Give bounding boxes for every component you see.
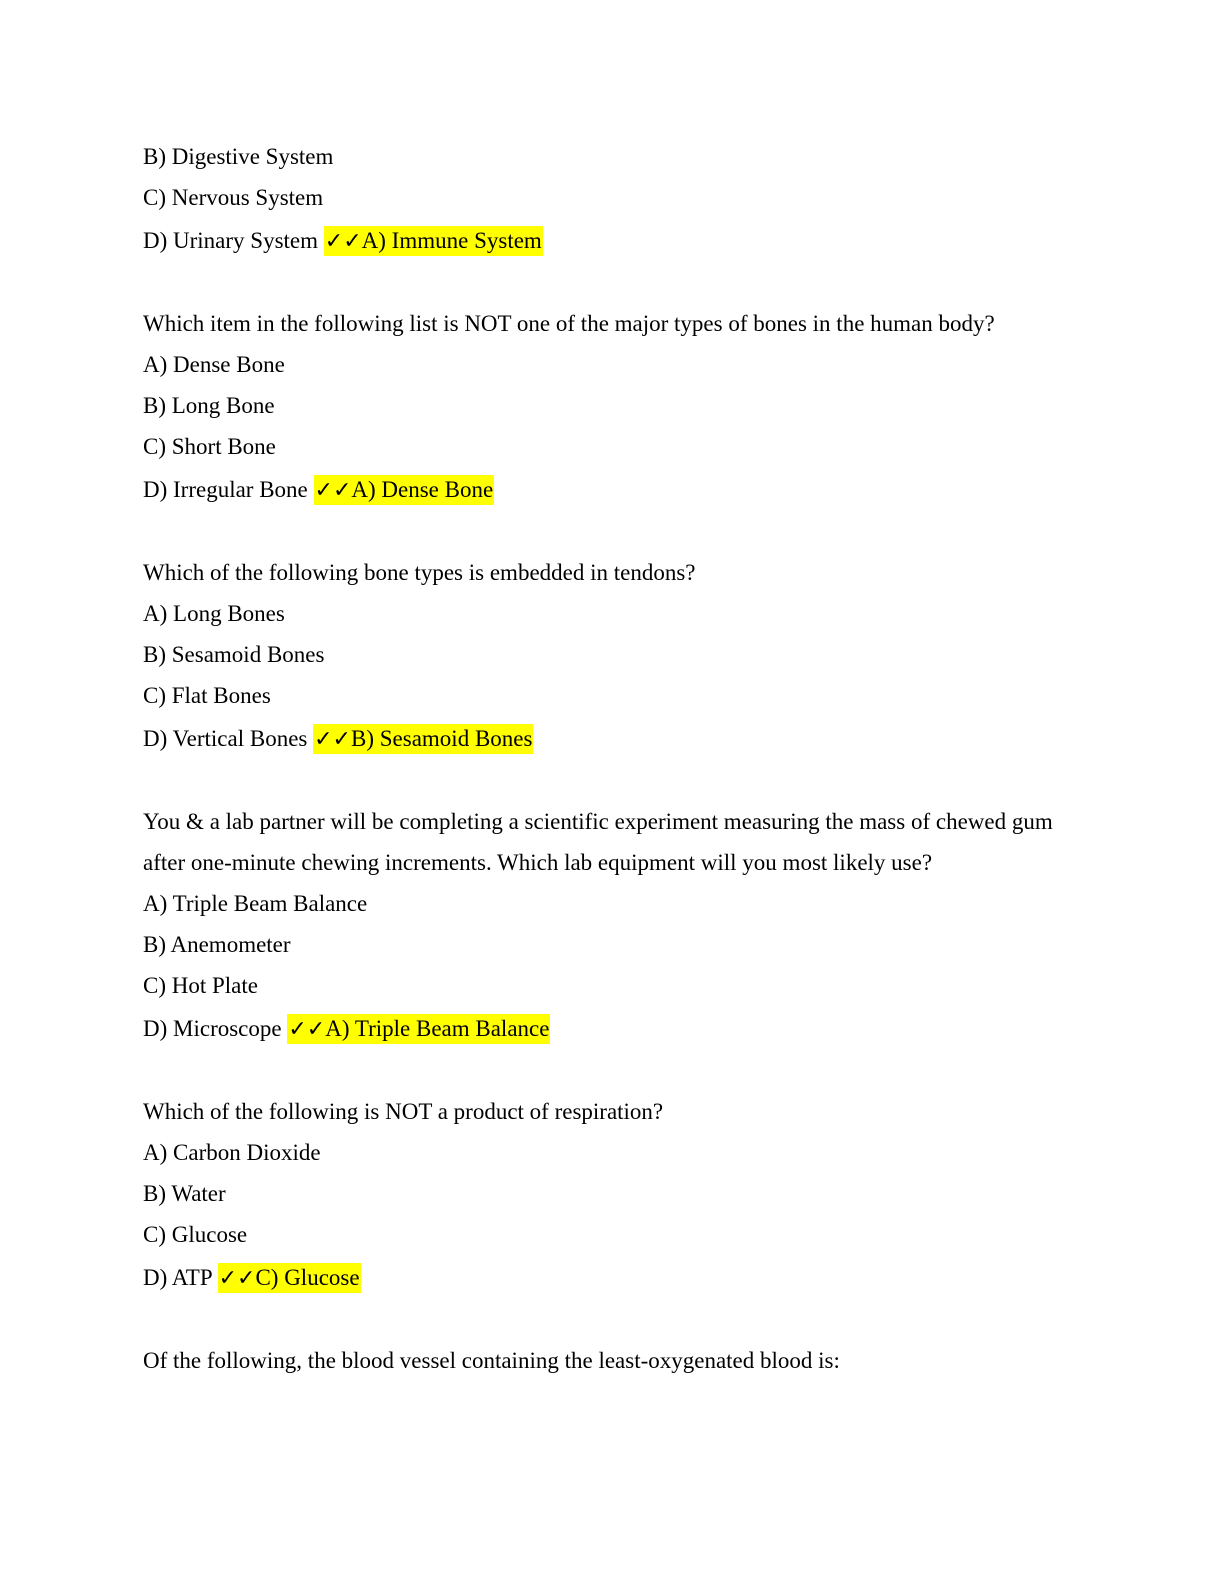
spacer xyxy=(143,764,1103,805)
answer-text: A) Immune System xyxy=(361,228,542,253)
answer-highlight xyxy=(313,724,533,754)
option-d-with-answer xyxy=(143,222,1103,266)
answer-highlight xyxy=(324,226,543,256)
answer-highlight xyxy=(287,1014,550,1044)
question-text: Which of the following is NOT a product of respiration? xyxy=(143,1099,664,1124)
spacer xyxy=(143,1054,1103,1095)
option-b: B) Water xyxy=(143,1181,226,1206)
answer-highlight xyxy=(218,1263,361,1293)
option-d: D) Microscope xyxy=(143,1016,282,1041)
check-icon: ✓✓ xyxy=(324,229,362,254)
option-c: C) Short Bone xyxy=(143,434,276,459)
spacer xyxy=(143,515,1103,556)
answer-text: B) Sesamoid Bones xyxy=(351,726,533,751)
option-d: D) Urinary System xyxy=(143,228,319,253)
question-text: Which item in the following list is NOT one of the major types of bones in the human body? xyxy=(143,311,995,336)
option-a: A) Carbon Dioxide xyxy=(143,1140,321,1165)
option-b: B) Sesamoid Bones xyxy=(143,642,325,667)
option-a: A) Triple Beam Balance xyxy=(143,891,368,916)
option-d-with-answer xyxy=(143,720,1103,764)
answer-highlight xyxy=(314,475,495,505)
option-b: B) Long Bone xyxy=(143,393,275,418)
option-d-with-answer xyxy=(143,1010,1103,1054)
spacer xyxy=(143,1303,1103,1344)
option-d-with-answer xyxy=(143,1259,1103,1303)
question-text: Of the following, the blood vessel containing the least-oxygenated blood is: xyxy=(143,1348,840,1373)
answer-text: C) Glucose xyxy=(255,1265,360,1290)
option-b: B) Digestive System xyxy=(143,144,334,169)
question-text-line-1: You & a lab partner will be completing a scientific experiment measuring the mass of chewed gum xyxy=(143,809,1053,834)
option-c: C) Glucose xyxy=(143,1222,248,1247)
option-d: D) ATP xyxy=(143,1265,212,1290)
check-icon: ✓✓ xyxy=(218,1266,256,1291)
option-a: A) Dense Bone xyxy=(143,352,285,377)
option-d-with-answer xyxy=(143,471,1103,515)
option-b: B) Anemometer xyxy=(143,932,291,957)
check-icon: ✓✓ xyxy=(288,1017,326,1042)
option-d: D) Irregular Bone xyxy=(143,477,308,502)
option-c: C) Hot Plate xyxy=(143,973,258,998)
option-c: C) Flat Bones xyxy=(143,683,271,708)
check-icon: ✓✓ xyxy=(314,727,351,752)
answer-text: A) Triple Beam Balance xyxy=(325,1016,550,1041)
option-c: C) Nervous System xyxy=(143,185,324,210)
option-a: A) Long Bones xyxy=(143,601,285,626)
question-text-line-2: after one-minute chewing increments. Which lab equipment will you most likely use? xyxy=(143,850,933,875)
answer-text: A) Dense Bone xyxy=(351,477,494,502)
document-body xyxy=(143,140,1103,1385)
question-text: Which of the following bone types is embedded in tendons? xyxy=(143,560,696,585)
option-d: D) Vertical Bones xyxy=(143,726,308,751)
check-icon: ✓✓ xyxy=(314,478,352,503)
spacer xyxy=(143,266,1103,307)
